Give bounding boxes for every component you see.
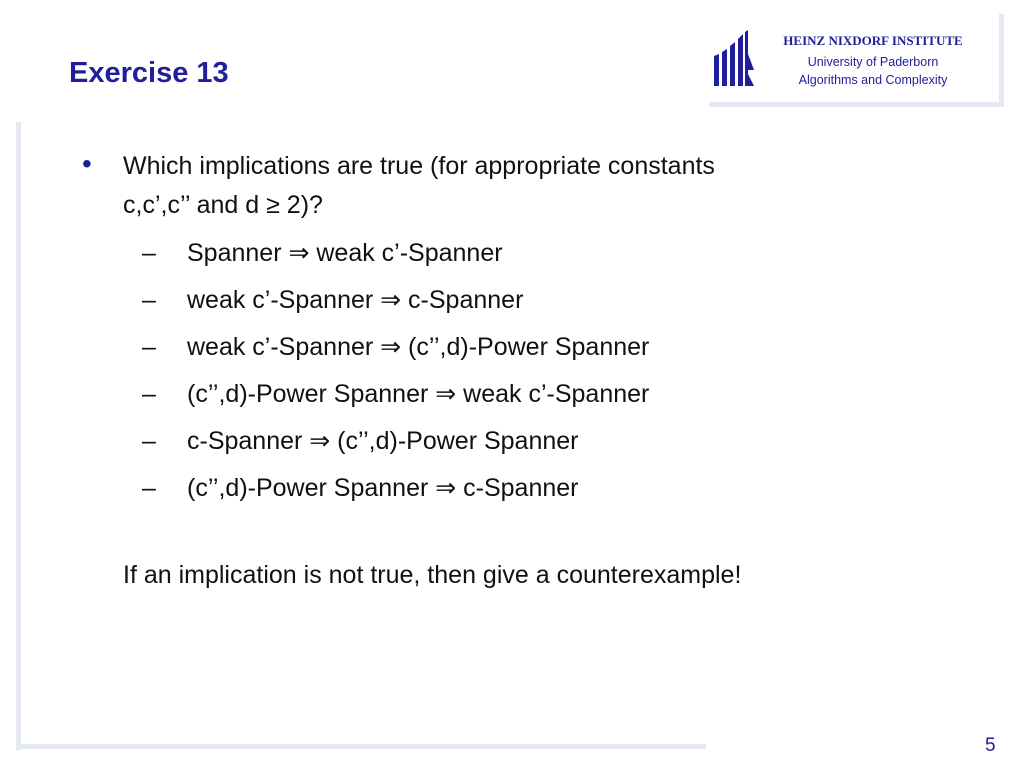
question-line-2: c,c’,c’’ and d ≥ 2)?: [123, 191, 323, 219]
institute-name: HEINZ NIXDORF INSTITUTE: [783, 33, 963, 48]
slide-title: Exercise 13: [69, 57, 229, 89]
implication-item: weak c’-Spanner ⇒ c-Spanner: [187, 286, 524, 314]
institute-department: Algorithms and Complexity: [798, 73, 948, 87]
page-number: 5: [985, 735, 996, 756]
dash-icon: –: [142, 333, 156, 361]
institute-university: University of Paderborn: [807, 55, 939, 69]
question-line-1: Which implications are true (for appropriate constants: [123, 152, 715, 180]
dash-icon: –: [142, 474, 156, 502]
dash-icon: –: [142, 427, 156, 455]
bullet-icon: •: [82, 148, 92, 179]
dash-icon: –: [142, 286, 156, 314]
implication-item: c-Spanner ⇒ (c’’,d)-Power Spanner: [187, 427, 579, 455]
counterexample-note: If an implication is not true, then give a counterexample!: [123, 561, 742, 589]
dash-icon: –: [142, 380, 156, 408]
implication-item: weak c’-Spanner ⇒ (c’’,d)-Power Spanner: [187, 333, 650, 361]
implication-item: (c’’,d)-Power Spanner ⇒ c-Spanner: [187, 474, 579, 502]
dash-icon: –: [142, 239, 156, 267]
implication-item: (c’’,d)-Power Spanner ⇒ weak c’-Spanner: [187, 380, 650, 408]
implication-item: Spanner ⇒ weak c’-Spanner: [187, 239, 503, 267]
